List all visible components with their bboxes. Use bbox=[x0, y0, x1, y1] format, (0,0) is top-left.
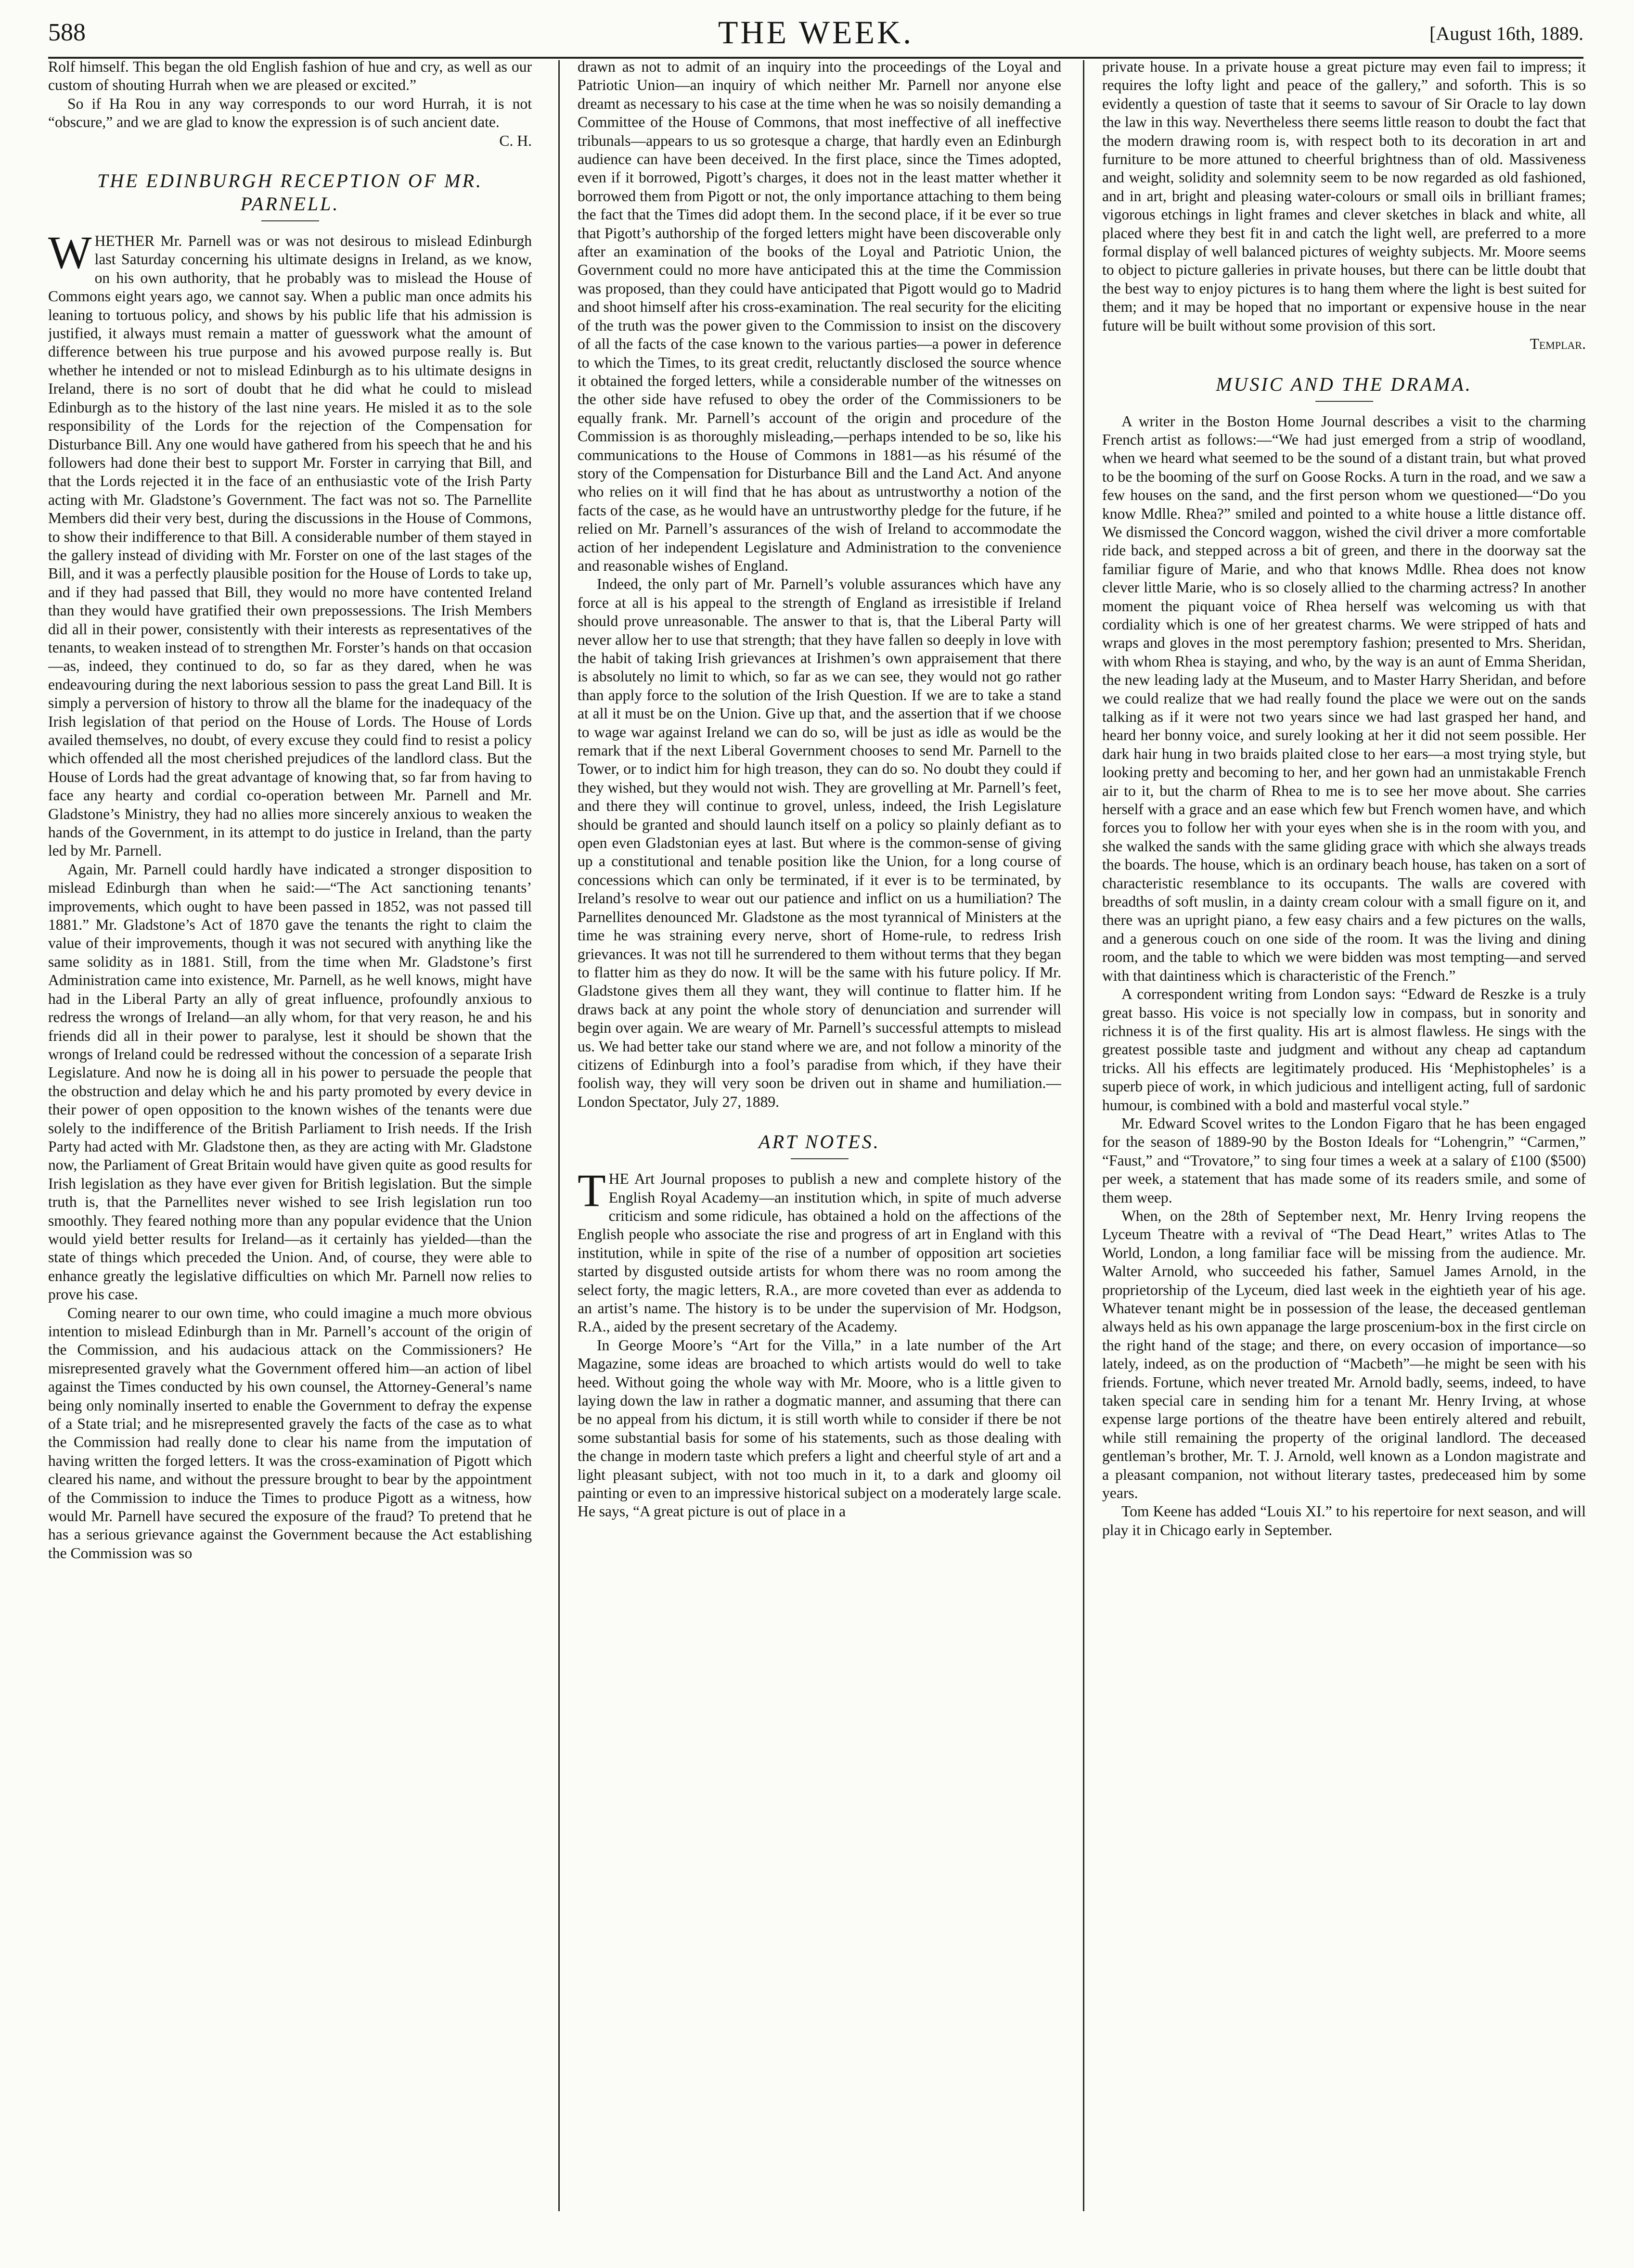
divider bbox=[261, 220, 319, 221]
page-header bbox=[48, 13, 1583, 59]
paragraph: A correspondent writing from London says: “Edward de Reszke is a truly great basso. His voice is not specially low in compass, but in sonority and richness it is of the first quality. His art is almost flawless. He sings with the greatest possible taste and judgment and without any cheap ad captandum tricks. All his effects are legitimately produced. His ‘Mephistopheles’ is a superb piece of work, in which judicious and intelligent acting, full of sardonic humour, is combined with a bold and masterful vocal style.” bbox=[1102, 986, 1586, 1114]
paragraph: In George Moore’s “Art for the Villa,” in a late number of the Art Magazine, some ideas are broached to which artists would do well to take heed. Without going the whole way with Mr. Moore, who is a little given to laying down the law in rather a dogmatic manner, and assuming that there can be no appeal from his dictum, it is still worth while to consider if there be not some substantial basis for some of his statements, such as those dealing with the change in modern taste which prefers a light and cheerful style of art and a light pleasant subject, with not too much in it, to a dark and gloomy oil painting or even to an impressive historical subject on a moderately large scale. He says, “A great picture is out of place in a bbox=[578, 1336, 1061, 1520]
article-heading-art-notes: ART NOTES. bbox=[759, 1131, 880, 1153]
column-rule-1 bbox=[558, 60, 560, 2211]
drop-cap: W bbox=[48, 227, 92, 279]
paragraph: private house. In a private house a great picture may even fail to impress; it requires the lofty light and peace of the gallery,” and soforth. This is so evidently a question of taste that it seems to savour of Sir Oracle to lay down the law in this way. Nevertheless there seems little reason to doubt the fact that the modern drawing room is, with respect both to its decoration in art and furniture to be more attuned to cheerful brightness than of old. Massiveness and weight, solidity and solemnity seem to be now regarded as old fashioned, and in art, bright and pleasing water-colours or small oils in brilliant frames; vigorous etchings in light frames and clever sketches in black and white, all placed where they best fit in and catch the light well, are preferred to a more formal display of well balanced pictures of weighty subjects. Mr. Moore seems to object to picture galleries in private houses, but there can be little doubt that the best way to enjoy pictures is to hang them where the light is best suited for them; and it may be hoped that no important or expensive house in the near future will be built without some provision of this sort. bbox=[1102, 58, 1586, 334]
column-2 bbox=[578, 58, 1061, 2247]
paragraph: Tom Keene has added “Louis XI.” to his repertoire for next season, and will play it in Chicago early in September. bbox=[1102, 1503, 1586, 1538]
column-3 bbox=[1102, 58, 1586, 2247]
paragraph: drawn as not to admit of an inquiry into the proceedings of the Loyal and Patriotic Union—an inquiry of which neither Mr. Parnell nor anyone else dreamt as necessary to his case at the time when he was so noisily demanding a Committee of the House of Commons, that most ineffective of all ineffective tribunals—appears to us so grotesque a charge, that hardly even an Edinburgh audience can have been deceived. In the first place, since the Times adopted, even if it borrowed, Pigott’s charges, it does not in the least matter whether it borrowed them from Pigott or not, the only importance attaching to them being the fact that the Times did adopt them. In the second place, if it be ever so true that Pigott’s authorship of the forged letters might have been discoverable only after an examination of the books of the Loyal and Patriotic Union, the Government could no more have anticipated this at the time the Commission was proposed, than they could have anticipated that Pigott would go to Madrid and shoot himself after his cross-examination. The real security for the eliciting of the truth was the power given to the Commission to insist on the discovery of all the facts of the case known to the various parties—a power in deference to which the Times, to its great credit, reluctantly disclosed the source whence it obtained the forged letters, while a considerable number of the witnesses on the other side have refused to obey the order of the Commissioners to be equally frank. Mr. Parnell’s account of the origin and procedure of the Commission is as thoroughly misleading,—perhaps intended to be so, like his communications to the House of Commons in 1881—as his résumé of the story of the Compensation for Disturbance Bill and the Land Act. And anyone who relies on it will find that he has about as untrustworthy a notion of the facts of the case, as he would have an untrustworthy pledge for the future, if he relied on Mr. Parnell’s assurances of the wish of Ireland to accommodate the action of her independent Legislature and Administration to the convenience and reasonable wishes of England. bbox=[578, 58, 1061, 574]
paragraph: When, on the 28th of September next, Mr. Henry Irving reopens the Lyceum Theatre with a revival of “The Dead Heart,” writes Atlas to The World, London, a long familiar face will be missing from the audience. Mr. Walter Arnold, who succeeded his father, Samuel James Arnold, in the proprietorship of the Lyceum, died last week in the eightieth year of his age. Whatever tenant might be in possession of the lease, the deceased gentleman always held as his own appanage the large proscenium-box in the first circle on the right hand of the stage; and there, on every occasion of importance—so lately, indeed, as on the production of “Macbeth”—he might be seen with his friends. Fortune, which never treated Mr. Arnold badly, seems, indeed, to have taken special care in sending him for a tenant Mr. Henry Irving, at whose expense large portions of the theatre have been entirely altered and rebuilt, while still remaining the property of the original landlord. The deceased gentleman’s brother, Mr. T. J. Arnold, well known as a London magistrate and a pleasant companion, not without literary tastes, predeceased him by some years. bbox=[1102, 1207, 1586, 1502]
page-number: 588 bbox=[48, 19, 86, 46]
paragraph: Indeed, the only part of Mr. Parnell’s voluble assurances which have any force at all is his appeal to the strength of England as irresistible if Ireland should prove unreasonable. The answer to that is, that the Liberal Party will never allow her to use that strength; that they have fallen so deeply in love with the habit of taking Irish grievances at Irishmen’s own appraisement that there is absolutely no limit to which, so far as we can see, they would not go rather than apply force to the solution of the Irish Question. If we are to take a stand at all it must be on the Union. Give up that, and the assertion that if we choose to wage war against Ireland we can do so, will be just as idle as would be the remark that if the next Liberal Government chooses to send Mr. Parnell to the Tower, or to indict him for high treason, they can do so. No doubt they could if they wished, but they would not wish. They are grovelling at Mr. Parnell’s feet, and there they will continue to grovel, unless, indeed, the Irish Legislature should be granted and should launch itself on a policy so plainly defiant as to open even Gladstonian eyes at last. But where is the common-sense of giving up a constitutional and tenable position like the Union, for a long course of concessions which can only be terminated, if it ever is to be terminated, by Ireland’s resolve to wear out our patience and inflict on us a humiliation? The Parnellites denounced Mr. Gladstone as the most tyrannical of Ministers at the time he was straining every nerve, short of Home-rule, to redress Irish grievances. It was not till he surrendered to them without terms that they began to flatter him as they do now. It will be the same with his future policy. If Mr. Gladstone gives them all they want, they will continue to flatter him. If he draws back at any point the whole story of denunciation and surrender will begin over again. We are weary of Mr. Parnell’s successful attempts to mislead us. We had better take our stand where we are, and not follow a minority of the citizens of Edinburgh into a fool’s paradise from which, if they have their foolish way, they will very soon be driven out in shame and humiliation.—London Spectator, July 27, 1889. bbox=[578, 576, 1061, 1110]
divider bbox=[1315, 401, 1373, 402]
column-1 bbox=[48, 58, 532, 2247]
paragraph bbox=[578, 1165, 1061, 1336]
paragraph: Again, Mr. Parnell could hardly have indicated a stronger disposition to mislead Edinburgh than when he said:—“The Act sanctioning tenants’ improvements, which ought to have been passed in 1852, was not passed till 1881.” Mr. Gladstone’s Act of 1870 gave the tenants the right to claim the value of their improvements, though it was not secured with anything like the same solidity as in 1881. Still, from the time when Mr. Gladstone’s first Administration came into existence, Mr. Parnell, as he well knows, might have had in the Liberal Party an ally of great influence, profoundly anxious to redress the wrongs of Ireland—an ally whom, for that very reason, he and his friends did all in their power to paralyse, lest it should be shown that the wrongs of Ireland could be redressed without the concession of a separate Irish Legislature. And now he is doing all in his power to persuade the people that the obstruction and delay which he and his party promoted by every device in their power of open opposition to the known wishes of the tenants were due solely to the indifference of the British Parliament to Irish needs. If the Irish Party had acted with Mr. Gladstone then, as they are acting with Mr. Gladstone now, the Parliament of Great Britain would have given quite as good results for Irish legislation as they have ever given for British legislation. But the simple truth is, that the Parnellites never wished to see Irish legislation run too smoothly. They feared nothing more than any popular evidence that the Union would yield better results for Ireland—as it certainly has yielded—than the state of things which preceded the Union. And, of course, they were able to enhance greatly the legislative difficulties on which Mr. Parnell now relies to prove his case. bbox=[48, 860, 532, 1303]
paragraph: Coming nearer to our own time, who could imagine a much more obvious intention to mislead Edinburgh than in Mr. Parnell’s account of the origin of the Commission, and his audacious attack on the Commissioners? He misrepresented gravely what the Government offered him—an action of libel against the Times conducted by his own counsel, the Attorney-General’s name being only nominally inserted to enable the Government to defray the expense of a State trial; and he misrepresented gravely the facts of the case as to what the Commission had really done to clear his name from the imputation of having written the forged letters. It was the cross-examination of Pigott which cleared his name, and without the pressure brought to bear by the appointment of the Commission to induce the Times to produce Pigott as a witness, how would Mr. Parnell have secured the exposure of the fraud? To pretend that he has a serious grievance against the Government because the Act establishing the Commission was so bbox=[48, 1304, 532, 1562]
paragraph: A writer in the Boston Home Journal describes a visit to the charming French artist as follows:—“We had just emerged from a strip of woodland, when we heard what seemed to be the sound of a distant train, but what proved to be the booming of the surf on Goose Rocks. A turn in the road, and we saw a few houses on the sand, and the first person whom we questioned—“Do you know Mdlle. Rhea?” smiled and pointed to a white house a little distance off. We dismissed the Concord waggon, wished the civil driver a more comfortable ride back, and stepped across a bit of green, and there in the doorway sat the familiar figure of Marie, and who that knows Mdlle. Rhea does not know clever little Marie, who is so closely allied to the charming actress? In another moment the piquant voice of Rhea herself was welcoming us with that cordiality which is one of her greatest charms. We were stripped of hats and wraps and gloves in the most peremptory fashion; presented to Mrs. Sheridan, with whom Rhea is staying, and who, by the way is an aunt of Emma Sheridan, the new leading lady at the Museum, and to Master Harry Sheridan, and before we could realize that we had really found the place we were out on the sands talking as if it were not two years since we had last grasped her hand, and heard her bonny voice, and surely looking at her it did not seem possible. Her dark hair hung in two braids plaited close to her ears—a most trying style, but looking pretty and becoming to her, and her gown had an unmistakable French air to it, but the charm of Rhea to me is to see her move about. She carries herself with a grace and an ease which few but French women have, and which forces you to follow her with your eyes when she is in the room with you, and she walked the sands with the same gliding grace with which she always treads the boards. The house, which is an ordinary beach house, has taken on a sort of characteristic resemblance to its occupants. The walls are covered with breadths of soft muslin, in a dainty cream colour with a small figure on it, and there was an upright piano, a few easy chairs and a few pictures on the walls, and a generous couch on one side of the room. It was the living and dining room, and the table to which we were bidden was most tempting—and served with that daintiness which is characteristic of the French.” bbox=[1102, 412, 1586, 984]
article-heading-music-drama: MUSIC AND THE DRAMA. bbox=[1216, 373, 1472, 395]
paragraph bbox=[48, 227, 532, 860]
paragraph: Rolf himself. This began the old English fashion of hue and cry, as well as our custom of shouting Hurrah when we are pleased or excited.” bbox=[48, 58, 532, 94]
paragraph-text: HE Art Journal proposes to publish a new and complete history of the English Royal Academy—an institution which, in spite of much adverse criticism and some ridicule, has obtained a hold on the affections of the English people who associate the rise and progress of art in England with this institution, while in spite of the rise of a number of opposition art societies started by disgusted outside artists for whom there was no room among the select forty, the magic letters, R.A., are more coveted than ever as addenda to an artist’s name. The history is to be under the supervision of Mr. Hodgson, R.A., aided by the present secretary of the Academy. bbox=[578, 1170, 1061, 1335]
article-heading-edinburgh: THE EDINBURGH RECEPTION OF MR. PARNELL. bbox=[97, 170, 483, 215]
signature: C. H. bbox=[499, 132, 532, 149]
drop-cap: T bbox=[578, 1165, 606, 1217]
paragraph: So if Ha Rou in any way corresponds to our word Hurrah, it is not “obscure,” and we are glad to know the expression is of such ancient date. bbox=[48, 95, 532, 131]
divider bbox=[791, 1158, 849, 1159]
masthead-title: THE WEEK. bbox=[718, 14, 914, 51]
column-rule-2 bbox=[1083, 60, 1084, 2211]
issue-date: [August 16th, 1889. bbox=[1429, 23, 1583, 44]
paragraph: Mr. Edward Scovel writes to the London Figaro that he has been engaged for the season of 1889-90 by the Boston Ideals for “Lohengrin,” “Carmen,” “Faust,” and “Trovatore,” to sing four times a week at a salary of £100 ($500) per week, a statement that has made some of its readers smile, and some of them weep. bbox=[1102, 1115, 1586, 1206]
signature: Templar. bbox=[1530, 335, 1586, 353]
paragraph-text: HETHER Mr. Parnell was or was not desirous to mislead Edinburgh last Saturday concerning his ultimate designs in Ireland, as we know, on his own authority, that he probably was to mislead the House of Commons eight years ago, we cannot say. When a public man once admits his leaning to tortuous policy, and shows by his public life that his admission is justified, it always must remain a matter of guesswork what the amount of difference between his true purpose and his avowed purpose really is. But whether he intended or not to mislead Edinburgh as to his ultimate designs in Ireland, there is no sort of doubt that he did what he could to mislead Edinburgh as to the history of the last nine years. He misled it as to the sole responsibility of the Lords for the rejection of the Compensation for Disturbance Bill. Any one would have gathered from his speech that he and his followers had done their best to support Mr. Forster in carrying that Bill, and that the Lords rejected it in the face of an enthusiastic vote of the Irish Party acting with Mr. Gladstone’s Government. The fact was not so. The Parnellite Members did their very best, during the discussions in the House of Commons, to show their indifference to that Bill. A considerable number of them stayed in the gallery instead of dividing with Mr. Forster on one of the last stages of the Bill, and it was a perfectly plausible position for the House of Lords to take up, and if they had passed that Bill, they would no more have contented Ireland than they would have gratified their own prepossessions. The Irish Members did all in their power, consistently with their interests as representatives of the tenants, to weaken instead of to strengthen Mr. Forster’s hands on that occasion—as, indeed, they continued to do, so far as they dared, when he was endeavouring during the next laborious session to pass the great Land Bill. It is simply a perversion of history to throw all the blame for the inadequacy of the Irish legislation of that period on the House of Lords. The House of Lords availed themselves, no doubt, of every excuse they could find to resist a policy which offended all the most cherished prejudices of the landlord class. But the House of Lords had the great advantage of knowing that, so far from having to face any hearty and cordial co-operation between Mr. Parnell and Mr. Gladstone’s Ministry, they had no allies more sincerely anxious to weaken the hands of the Government, in its attempt to do justice in Ireland, than the party led by Mr. Parnell. bbox=[48, 232, 532, 859]
